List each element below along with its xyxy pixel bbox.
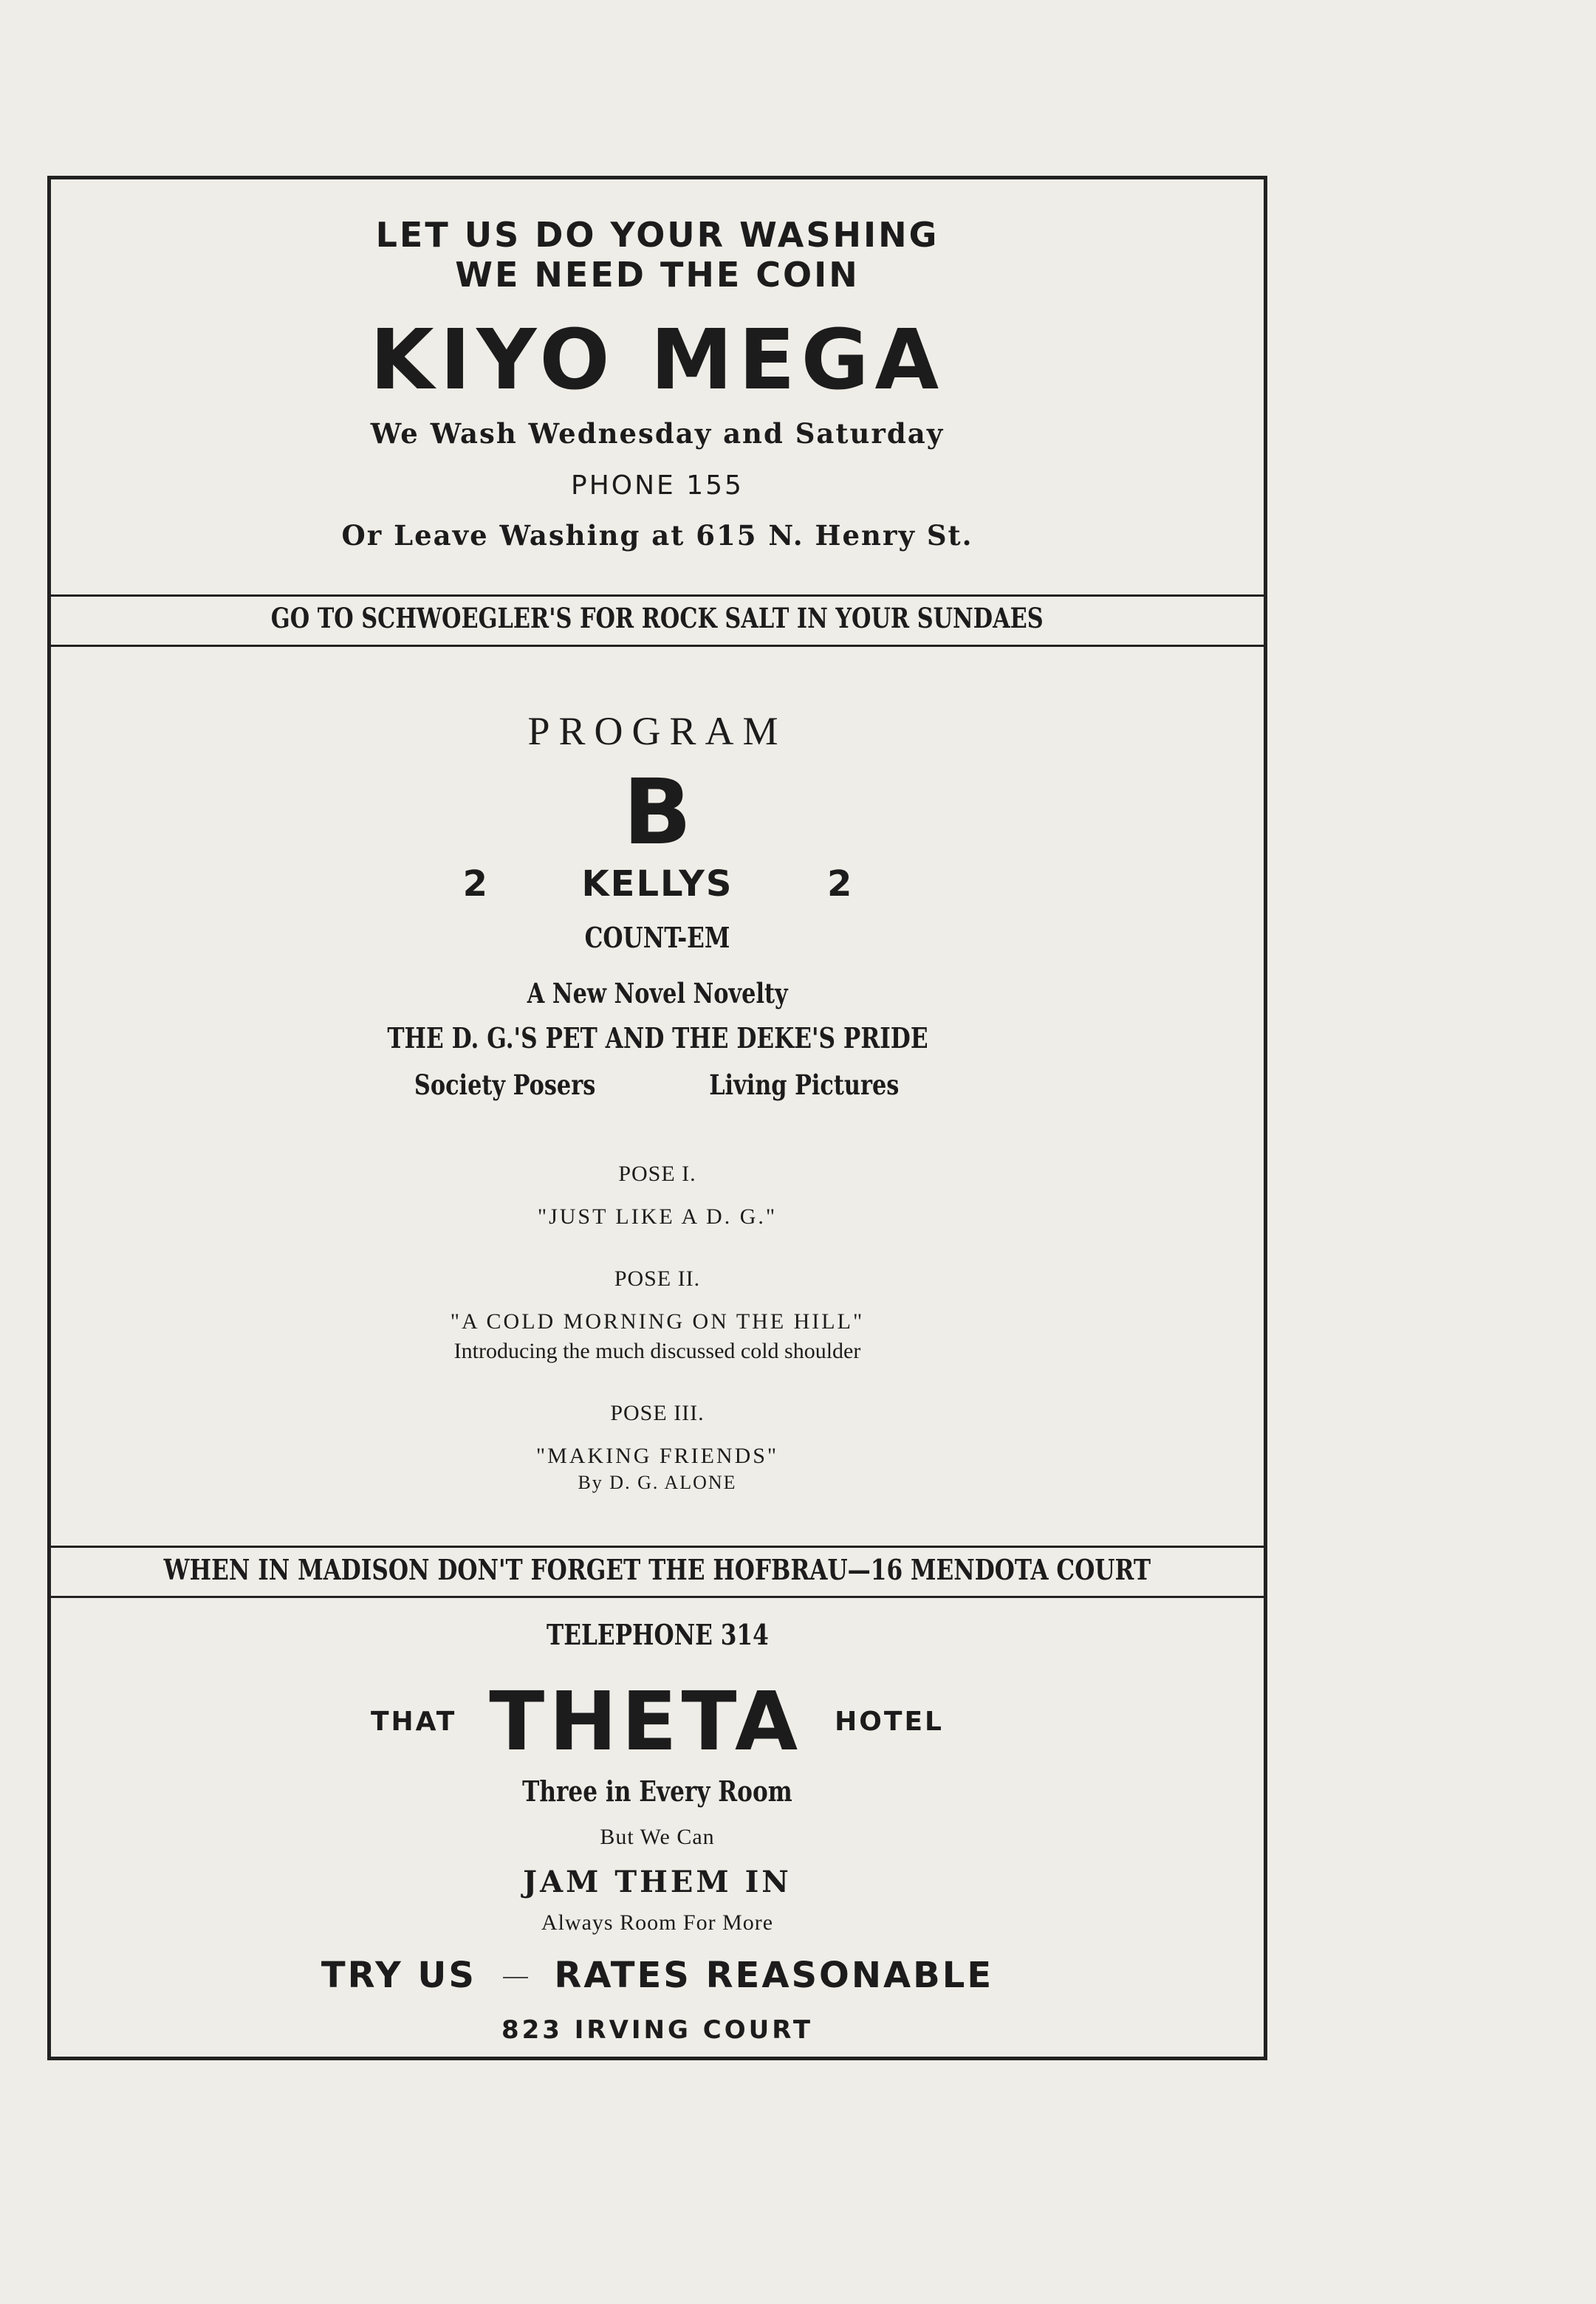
novelty-line: A New Novel Novelty bbox=[527, 977, 788, 1009]
pose-label: POSE I. bbox=[618, 1162, 696, 1186]
divider-line bbox=[51, 1596, 1264, 1598]
theta-that: THAT bbox=[370, 1706, 457, 1737]
pose-note: Introducing the much discussed cold shoulder bbox=[453, 1339, 861, 1363]
count-em: COUNT-EM bbox=[584, 921, 730, 954]
dash-divider bbox=[503, 1977, 528, 1978]
program-title: THE D. G.'S PET AND THE DEKE'S PRIDE bbox=[386, 1021, 928, 1055]
theta-but: But We Can bbox=[600, 1825, 715, 1849]
kiyo-address: Or Leave Washing at 615 N. Henry St. bbox=[341, 519, 973, 552]
theta-always: Always Room For More bbox=[541, 1910, 774, 1935]
theta-try: TRY US bbox=[321, 1955, 476, 1996]
kiyo-days: We Wash Wednesday and Saturday bbox=[370, 417, 945, 450]
program-letter: B bbox=[623, 760, 692, 865]
living-pictures: Living Pictures bbox=[709, 1069, 900, 1101]
divider-line bbox=[51, 594, 1264, 597]
kellys-title: KELLYS bbox=[581, 863, 733, 905]
divider-line bbox=[51, 645, 1264, 647]
kellys-count-left: 2 bbox=[462, 863, 487, 905]
theta-name: THETA bbox=[489, 1674, 803, 1769]
theta-name-line bbox=[51, 1674, 1264, 1769]
pose-label: POSE III. bbox=[610, 1401, 705, 1425]
pose-title: "MAKING FRIENDS" bbox=[535, 1444, 779, 1468]
kellys-count-right: 2 bbox=[827, 863, 852, 905]
pose-title: "A COLD MORNING ON THE HILL" bbox=[450, 1309, 865, 1334]
pose-title: "JUST LIKE A D. G." bbox=[537, 1204, 778, 1229]
kiyo-phone: PHONE 155 bbox=[571, 470, 744, 501]
pose-note: By D. G. ALONE bbox=[578, 1472, 737, 1493]
theta-address: 823 IRVING COURT bbox=[501, 2015, 814, 2045]
theta-hotel-ad bbox=[51, 1600, 1264, 2058]
schwoegler-banner: GO TO SCHWOEGLER'S FOR ROCK SALT IN YOUR SUNDAES bbox=[271, 602, 1044, 634]
theta-jam: JAM THEM IN bbox=[523, 1865, 792, 1899]
theta-telephone: TELEPHONE 314 bbox=[546, 1618, 769, 1651]
kiyo-headline-1: LET US DO YOUR WASHING bbox=[375, 215, 939, 255]
theta-rates-line bbox=[51, 1955, 1264, 1996]
theta-hotel: HOTEL bbox=[835, 1706, 944, 1737]
kiyo-headline-2: WE NEED THE COIN bbox=[455, 255, 860, 295]
hofbrau-banner: WHEN IN MADISON DON'T FORGET THE HOFBRAU—16 MENDOTA COURT bbox=[163, 1553, 1151, 1586]
kellys-line bbox=[51, 863, 1264, 905]
advertisement-page-frame bbox=[47, 176, 1267, 2060]
pose-label: POSE II. bbox=[614, 1266, 701, 1291]
theta-rooms: Three in Every Room bbox=[522, 1775, 792, 1808]
posers-line bbox=[51, 1069, 1264, 1102]
theta-rates: RATES REASONABLE bbox=[554, 1955, 994, 1996]
kiyo-mega-ad bbox=[51, 179, 1264, 593]
kiyo-mega-name: KIYO MEGA bbox=[369, 312, 945, 408]
divider-line bbox=[51, 1546, 1264, 1548]
society-posers: Society Posers bbox=[414, 1069, 596, 1101]
program-heading: PROGRAM bbox=[527, 709, 787, 753]
